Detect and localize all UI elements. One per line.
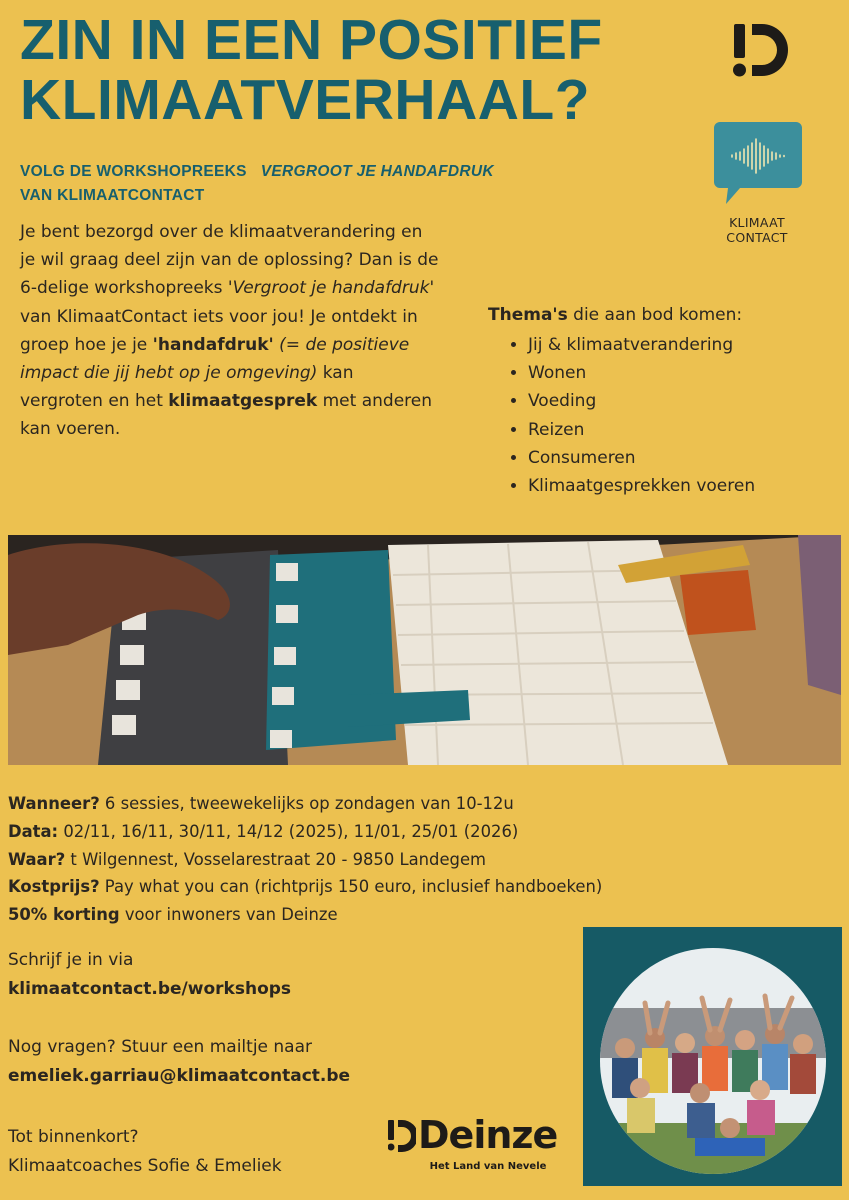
list-item: • Consumeren xyxy=(528,444,833,472)
title-line-2: KLIMAATVERHAAL? xyxy=(20,68,591,132)
themes-list xyxy=(488,331,833,500)
title-line-1: ZIN IN EEN POSITIEF xyxy=(20,8,603,72)
intro-handafdruk-definition: (= de positieve impact die jij hebt op je omgeving) xyxy=(20,334,410,384)
klimaatcontact-label-line-2: CONTACT xyxy=(726,230,788,245)
list-item: • Wonen xyxy=(528,359,833,387)
info-cost-value: Pay what you can (richtprijs 150 euro, inclusief handboeken) xyxy=(99,877,603,897)
info-discount-value: voor inwoners van Deinze xyxy=(119,905,338,925)
info-where xyxy=(8,846,788,874)
deinze-wordmark: Deinze xyxy=(418,1113,558,1157)
info-where-label: Waar? xyxy=(8,849,66,869)
info-discount-label: 50% korting xyxy=(8,905,120,925)
list-item: • Jij & klimaatverandering xyxy=(528,331,833,359)
themes-heading xyxy=(488,302,833,328)
info-when xyxy=(8,790,788,818)
questions-text: Nog vragen? Stuur een mailtje naar xyxy=(8,1037,312,1057)
subheading-part-3: VAN KLIMAATCONTACT xyxy=(20,187,205,204)
signup-block xyxy=(8,946,568,1091)
themes-block xyxy=(488,302,833,500)
page-title xyxy=(20,10,710,130)
info-discount xyxy=(8,901,788,929)
closing-greeting xyxy=(8,1123,388,1181)
deinze-tagline: Het Land van Nevele xyxy=(429,1161,547,1172)
klimaatcontact-label-line-1: KLIMAAT xyxy=(729,215,785,230)
info-when-label: Wanneer? xyxy=(8,794,100,813)
klimaatcontact-label xyxy=(700,215,814,245)
info-dates-label: Data: xyxy=(8,821,59,841)
intro-handafdruk: 'handafdruk' xyxy=(152,334,274,355)
contact-email-link[interactable]: emeliek.garriau@klimaatcontact.be xyxy=(8,1066,351,1086)
subheading xyxy=(20,160,660,208)
info-dates xyxy=(8,818,788,846)
info-when-value: 6 sessies, tweewekelijks op zondagen van 10-12u xyxy=(99,794,514,813)
intro-text-8: met anderen kan voeren. xyxy=(20,391,433,440)
d-exclamation-logo-icon xyxy=(732,20,790,80)
list-item: • Klimaatgesprekken voeren xyxy=(528,472,833,500)
intro-paragraph xyxy=(20,218,440,444)
greeting-line-1: Tot binnenkort? xyxy=(8,1127,139,1147)
info-cost-label: Kostprijs? xyxy=(8,877,100,897)
subheading-workshop-name: VERGROOT JE HANDAFDRUK xyxy=(260,163,494,180)
themes-heading-rest: die aan bod komen: xyxy=(567,305,743,325)
speech-bubble-soundwave-icon xyxy=(714,122,802,206)
workshop-board-game-photo xyxy=(8,535,841,765)
group-photo xyxy=(600,948,826,1174)
deinze-mark-icon xyxy=(388,1118,416,1154)
intro-workshop-name: Vergroot je handafdruk xyxy=(232,278,430,299)
greeting-line-2: Klimaatcoaches Sofie & Emeliek xyxy=(8,1156,282,1176)
themes-heading-bold: Thema's xyxy=(488,305,568,325)
practical-info xyxy=(8,790,788,929)
subheading-part-1: VOLG DE WORKSHOPREEKS xyxy=(20,163,247,180)
intro-text-3: ' van KlimaatContact iets voor jou! Je ontdekt in groep hoe je je xyxy=(20,278,435,355)
info-where-value: t Wilgennest, Vosselarestraat 20 - 9850 Landegem xyxy=(65,849,486,869)
info-cost xyxy=(8,873,788,901)
list-item: • Reizen xyxy=(528,416,833,444)
intro-text-1: Je bent bezorgd over de klimaatverandering en je wil graag deel zijn van de oplossing? Dan is de 6-delige workshopreeks ' xyxy=(20,222,439,299)
list-item: • Voeding xyxy=(528,387,833,415)
deinze-logo xyxy=(388,1112,566,1182)
signup-link[interactable]: klimaatcontact.be/workshops xyxy=(8,979,292,999)
signup-intro: Schrijf je in via xyxy=(8,950,134,970)
intro-text-6: kan vergroten en het xyxy=(20,363,354,412)
intro-klimaatgesprek: klimaatgesprek xyxy=(168,391,318,412)
info-dates-value: 02/11, 16/11, 30/11, 14/12 (2025), 11/01, 25/01 (2026) xyxy=(58,821,519,841)
